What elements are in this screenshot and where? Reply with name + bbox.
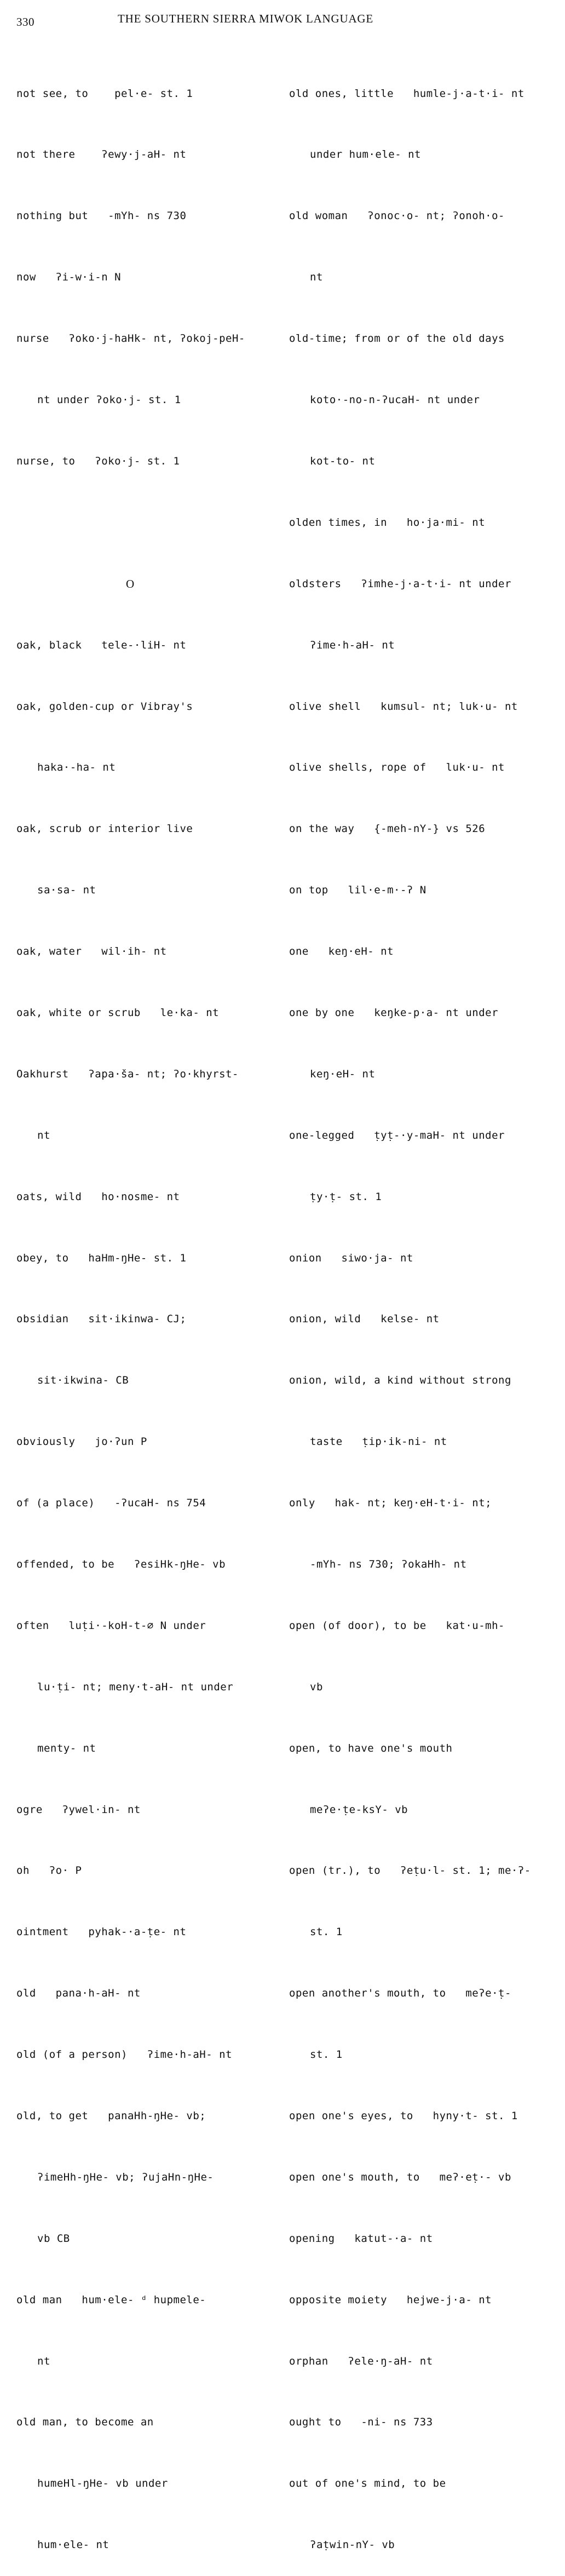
entry-continuation: under hum·ele- nt	[310, 148, 421, 161]
entry-line: oak, scrub or interior live	[16, 823, 193, 835]
entry-continuation: keŋ·eH- nt	[310, 1068, 376, 1080]
entry-line: offended, to be ʔesiHk-ŋHe- vb	[16, 1558, 226, 1570]
entry-continuation: vb	[310, 1680, 323, 1693]
entry-line: orphan ʔele·ŋ-aH- nt	[289, 2355, 433, 2367]
entry-line: open one's eyes, to hyny·t- st. 1	[289, 2109, 518, 2122]
entry-line: olden times, in ho·ja·mi- nt	[289, 516, 486, 529]
entry-line: on the way {-meh-nY-} vs 526	[289, 823, 486, 835]
entry-line: open another's mouth, to meʔe·ṭ-	[289, 1987, 511, 2000]
entry-line: opening katut-·a- nt	[289, 2232, 433, 2245]
entry-line: not see, to pel·e- st. 1	[16, 87, 193, 100]
entry-line: old man hum·ele- ᵈ hupmele-	[16, 2293, 206, 2306]
entry-continuation: st. 1	[310, 1926, 343, 1938]
blank-line	[16, 513, 274, 533]
entry-line: not there ʔewy·j-aH- nt	[16, 148, 187, 161]
entry-continuation: menty- nt	[37, 1742, 96, 1754]
entry-line: onion siwo·ja- nt	[289, 1252, 413, 1264]
entry-line: open (of door), to be kat·u-mh-	[289, 1619, 505, 1632]
entry-line: olive shells, rope of luk·u- nt	[289, 761, 505, 774]
entry-continuation: ʔaṭwin-nY- vb	[310, 2539, 395, 2551]
entry-continuation: lu·ṭi- nt; meny·t-aH- nt under	[37, 1680, 234, 1693]
entry-continuation: koto·-no-n-ʔucaH- nt under	[310, 394, 480, 406]
entry-line: ogre ʔywel·in- nt	[16, 1803, 141, 1816]
entry-continuation: taste ṭip·ik-ni- nt	[310, 1436, 447, 1448]
entry-line: old pana·h-aH- nt	[16, 1987, 141, 2000]
entry-line: out of one's mind, to be	[289, 2477, 446, 2490]
entry-line: ought to -ni- ns 733	[289, 2416, 433, 2429]
entry-line: one-legged ṭyṭ-·y-maH- nt under	[289, 1129, 505, 1141]
entry-line: oak, golden-cup or Vibray's	[16, 700, 193, 713]
entry-line: oldsters ʔimhe-j·a-t·i- nt under	[289, 577, 511, 590]
entry-line: open, to have one's mouth	[289, 1742, 453, 1754]
entry-continuation: haka·-ha- nt	[37, 761, 116, 774]
entry-line: olive shell kumsul- nt; luk·u- nt	[289, 700, 518, 713]
entry-continuation: humeHl-ŋHe- vb under	[37, 2477, 168, 2490]
entry-continuation: vb CB	[37, 2232, 70, 2245]
entry-line: open (tr.), to ʔeṭu·l- st. 1; me·ʔ-	[289, 1864, 531, 1877]
entry-line: onion, wild kelse- nt	[289, 1313, 440, 1326]
entry-line: obsidian sit·ikinwa- CJ;	[16, 1313, 187, 1326]
entry-continuation: nt	[37, 1129, 50, 1141]
entry-line: oh ʔo· P	[16, 1864, 82, 1877]
entry-line: nurse ʔoko·j-haHk- nt, ʔokoj-peH-	[16, 332, 245, 345]
entry-continuation: ṭy·ṭ- st. 1	[310, 1190, 382, 1203]
entry-line: old woman ʔonoc·o- nt; ʔonoh·o-	[289, 210, 505, 222]
entry-line: open one's mouth, to meʔ·eṭ·- vb	[289, 2171, 511, 2183]
entry-line: oak, white or scrub le·ka- nt	[16, 1006, 220, 1019]
entry-line: obviously jo·ʔun P	[16, 1436, 147, 1448]
entry-line: old (of a person) ʔime·h-aH- nt	[16, 2049, 232, 2061]
entry-line: on top lil·e-m·-ʔ N	[289, 884, 426, 897]
section-letter-heading: O	[126, 577, 135, 590]
entry-line: old ones, little humle-j·a-t·i- nt	[289, 87, 524, 100]
entry-line: onion, wild, a kind without strong	[289, 1374, 511, 1387]
entry-line: one by one keŋke-p·a- nt under	[289, 1006, 499, 1019]
entry-continuation: sa·sa- nt	[37, 884, 96, 897]
entry-line: old man, to become an	[16, 2416, 154, 2429]
entry-line: opposite moiety hejwe-j·a- nt	[289, 2293, 492, 2306]
entry-line: now ʔi-w·i-n N	[16, 271, 122, 284]
entry-continuation: ʔime·h-aH- nt	[310, 639, 395, 651]
entry-line: nothing but -mYh- ns 730	[16, 210, 187, 222]
entry-continuation: hum·ele- nt	[37, 2539, 109, 2551]
entry-continuation: nt	[37, 2355, 50, 2367]
entry-continuation: sit·ikwina- CB	[37, 1374, 129, 1387]
entry-continuation: ʔimeHh-ŋHe- vb; ʔujaHn-ŋHe-	[37, 2171, 214, 2183]
entry-continuation: meʔe·ṭe-ksY- vb	[310, 1803, 408, 1816]
entry-continuation: st. 1	[310, 2049, 343, 2061]
page-number: 330	[16, 15, 34, 28]
entry-line: often luṭi·-koH-t-∅ N under	[16, 1619, 206, 1632]
right-column	[289, 43, 552, 2576]
entry-line: one keŋ·eH- nt	[289, 945, 394, 958]
entry-line: Oakhurst ʔapa·ša- nt; ʔo·khyrst-	[16, 1068, 239, 1080]
entry-line: oak, water wil·ih- nt	[16, 945, 167, 958]
entry-line: old-time; from or of the old days	[289, 332, 505, 345]
entry-continuation: nt	[310, 271, 323, 284]
entry-line: oak, black tele-·liH- nt	[16, 639, 187, 651]
entry-line: only hak- nt; keŋ·eH-t·i- nt;	[289, 1497, 492, 1510]
running-title: THE SOUTHERN SIERRA MIWOK LANGUAGE	[118, 12, 374, 25]
entry-line: nurse, to ʔoko·j- st. 1	[16, 455, 180, 467]
entry-line: obey, to haHm-ŋHe- st. 1	[16, 1252, 187, 1264]
entry-line: oats, wild ho·nosme- nt	[16, 1190, 180, 1203]
entry-line: ointment pyhak-·a-ṭe- nt	[16, 1926, 187, 1938]
entry-continuation: nt under ʔoko·j- st. 1	[37, 394, 181, 406]
entry-line: old, to get panaHh-ŋHe- vb;	[16, 2109, 206, 2122]
entry-line: of (a place) -ʔucaH- ns 754	[16, 1497, 206, 1510]
entry-continuation: -mYh- ns 730; ʔokaHh- nt	[310, 1558, 467, 1570]
left-column	[16, 43, 274, 2576]
entry-continuation: kot-to- nt	[310, 455, 376, 467]
